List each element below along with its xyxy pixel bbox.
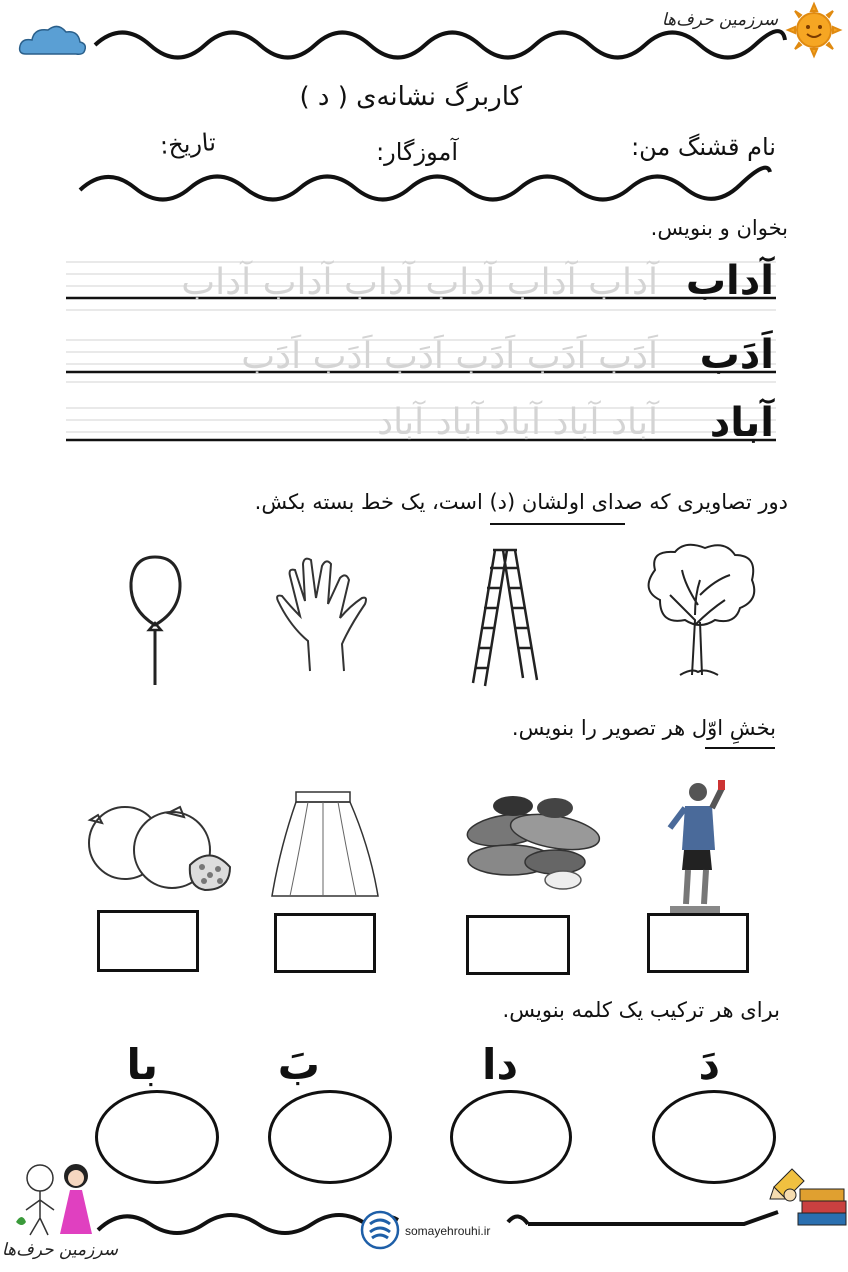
syllable-3: بَ bbox=[277, 1040, 320, 1089]
model-word-3: آباد bbox=[709, 400, 774, 446]
answer-box-1[interactable] bbox=[647, 913, 749, 973]
answer-oval-1[interactable] bbox=[652, 1090, 776, 1184]
pomegranate-icon[interactable] bbox=[80, 795, 240, 895]
kids-icon bbox=[8, 1160, 98, 1240]
answer-box-4[interactable] bbox=[97, 910, 199, 972]
instruction-circle: دور تصاویری که صدای اولشان (د) است، یک خط بسته بکش. bbox=[254, 490, 788, 514]
wavy-line-header bbox=[80, 160, 770, 210]
sun-icon bbox=[786, 2, 842, 58]
website-logo-icon[interactable] bbox=[360, 1210, 400, 1250]
trace-row-2[interactable]: اَدَب اَدَب اَدَب اَدَب اَدَب اَدَب bbox=[241, 336, 658, 377]
instruction-underline-2 bbox=[705, 746, 775, 750]
website-url[interactable]: somayehrouhi.ir bbox=[405, 1224, 491, 1238]
cloud-icon bbox=[18, 22, 88, 58]
syllable-2: دا bbox=[482, 1040, 518, 1089]
answer-box-3[interactable] bbox=[274, 913, 376, 973]
teacher-field-label[interactable]: آموزگار: bbox=[376, 138, 458, 166]
ladder-icon[interactable] bbox=[465, 548, 545, 688]
instruction-underline bbox=[490, 522, 625, 526]
trace-row-1[interactable]: آداب آداب آداب آداب آداب آداب bbox=[181, 262, 658, 303]
skirt-icon[interactable] bbox=[268, 788, 383, 900]
balloon-icon[interactable] bbox=[128, 555, 183, 690]
wavy-line-bottom bbox=[98, 1198, 778, 1246]
instruction-first-part: بخشِ اوّل هر تصویر را بنویس. bbox=[511, 716, 776, 740]
tree-icon[interactable] bbox=[640, 540, 760, 680]
answer-box-2[interactable] bbox=[466, 915, 570, 975]
instruction-compose: برای هر ترکیب یک کلمه بنویس. bbox=[502, 998, 780, 1022]
date-field-label[interactable]: تاریخ: bbox=[159, 128, 217, 160]
instruction-read-write: بخوان و بنویس. bbox=[650, 216, 788, 240]
model-word-1: آداب bbox=[685, 258, 774, 304]
answer-oval-3[interactable] bbox=[268, 1090, 392, 1184]
trace-row-3[interactable]: آباد آباد آباد آباد آباد bbox=[377, 402, 658, 443]
brand-name-top: سرزمین حرف‌ها bbox=[661, 10, 778, 30]
books-pencil-icon bbox=[770, 1165, 848, 1235]
syllable-4: با bbox=[126, 1040, 158, 1089]
model-word-2: اَدَب bbox=[699, 332, 774, 378]
brand-name-bottom: سرزمین حرف‌ها bbox=[1, 1240, 118, 1260]
syllable-1: دَ bbox=[698, 1040, 720, 1089]
almonds-icon[interactable] bbox=[455, 790, 605, 890]
answer-oval-2[interactable] bbox=[450, 1090, 572, 1184]
answer-oval-4[interactable] bbox=[95, 1090, 219, 1184]
name-field-label[interactable]: نام قشنگ من: bbox=[631, 133, 776, 161]
page-title: کاربرگ نشانه‌ی ( د ) bbox=[299, 82, 522, 112]
hand-icon[interactable] bbox=[270, 556, 370, 676]
referee-icon[interactable] bbox=[660, 778, 735, 918]
